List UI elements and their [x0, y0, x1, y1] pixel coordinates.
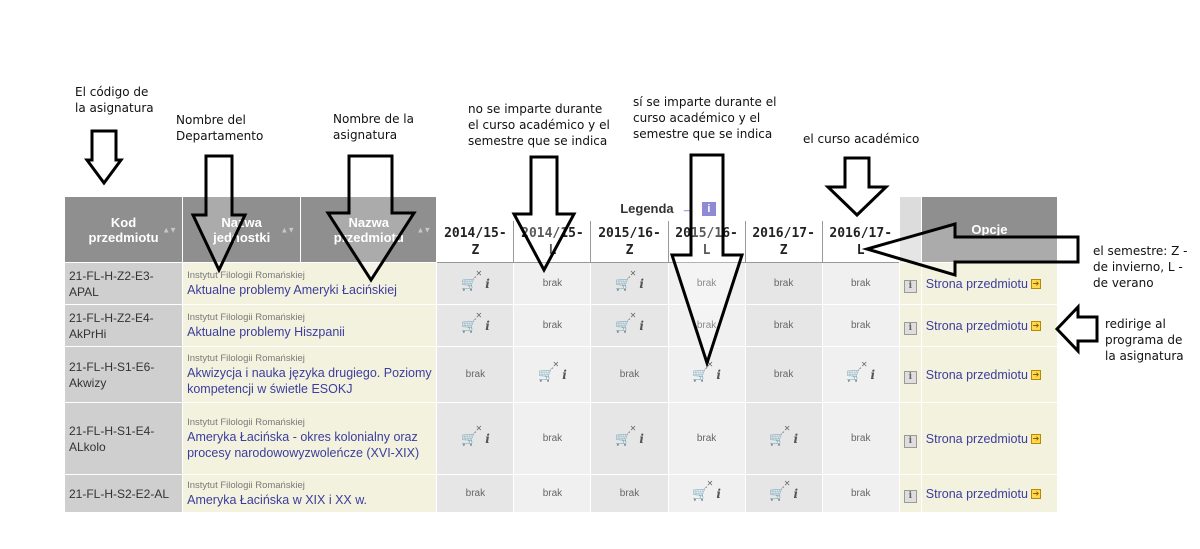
course-code: 21-FL-H-S2-E2-AL — [65, 475, 183, 513]
empty-label: brak — [773, 369, 794, 380]
table-row — [65, 347, 1058, 403]
header-name-line: Nazwa — [348, 214, 390, 230]
semester-cell — [514, 263, 591, 305]
note-line: curso académico y el — [633, 111, 761, 125]
header-code-line: przedmiotu — [88, 229, 159, 245]
empty-label: brak — [542, 433, 563, 444]
empty-label: brak — [542, 320, 563, 331]
semester-header — [591, 221, 668, 263]
note-no-imparte — [468, 101, 610, 149]
sort-icon[interactable]: ▲▼ — [416, 225, 431, 234]
course-page-link[interactable]: Strona przedmiotu — [925, 318, 1028, 333]
semester-term: L — [548, 242, 557, 258]
cart-x-icon[interactable]: 🛒 ✕ — [769, 478, 791, 501]
courses-body — [65, 263, 1058, 513]
note-line: el curso académico — [803, 132, 920, 146]
institute-name: Instytut Filologii Romańskiej — [187, 416, 305, 428]
semester-header — [514, 221, 591, 263]
semester-term: Z — [779, 242, 788, 258]
header-code-line: Kod — [110, 214, 137, 230]
empty-label: brak — [773, 278, 794, 289]
info-icon[interactable]: i — [716, 486, 721, 501]
note-line: Nombre del — [176, 113, 246, 127]
semester-cell — [514, 305, 591, 347]
empty-label: brak — [696, 278, 717, 289]
semester-cell — [822, 305, 899, 347]
course-page-link[interactable]: Strona przedmiotu — [925, 276, 1028, 291]
note-departamento — [176, 112, 263, 144]
semester-cell — [745, 403, 822, 475]
course-code: 21-FL-H-Z2-E4-AkPrHi — [65, 305, 183, 347]
arrow-left-redirige — [1057, 307, 1097, 351]
header-unit-line: Nazwa — [221, 214, 262, 230]
semester-cell — [745, 347, 822, 403]
empty-label: brak — [619, 369, 640, 380]
empty-label: brak — [465, 369, 486, 380]
semester-cell — [668, 347, 745, 403]
go-arrow-icon[interactable]: ➔ — [1032, 321, 1040, 331]
empty-label: brak — [696, 433, 717, 444]
courses-table — [64, 196, 1058, 513]
empty-label: brak — [850, 488, 871, 499]
header-options: Opcje — [921, 197, 1057, 263]
note-codigo — [75, 84, 154, 116]
semester-cell — [437, 403, 514, 475]
info-button-icon[interactable]: i — [904, 322, 917, 335]
legend-header — [437, 197, 899, 221]
note-curso — [803, 131, 919, 147]
course-code: 21-FL-H-S1-E4-ALkolo — [65, 403, 183, 475]
info-button-icon[interactable]: i — [904, 490, 917, 503]
info-icon[interactable]: i — [793, 431, 798, 446]
semester-cell — [822, 475, 899, 513]
course-name-cell — [183, 305, 437, 347]
semester-term: L — [702, 242, 711, 258]
legend-info-icon[interactable]: i — [702, 202, 716, 216]
note-line: el curso académico y el — [468, 118, 610, 132]
course-page-cell — [921, 347, 1057, 403]
legend-label: Legenda — [620, 200, 674, 216]
semester-cell — [591, 403, 668, 475]
info-icon[interactable]: i — [485, 276, 490, 291]
semester-cell — [437, 347, 514, 403]
note-nombre — [333, 111, 414, 143]
cart-x-icon[interactable]: 🛒 ✕ — [538, 359, 560, 382]
semester-year: 2016/17- — [829, 225, 893, 241]
info-icon[interactable]: i — [639, 318, 644, 333]
note-line: de verano — [1093, 276, 1154, 290]
note-line: el semestre: Z - — [1093, 244, 1188, 258]
semester-header — [745, 221, 822, 263]
info-button-icon[interactable]: i — [904, 280, 917, 293]
go-arrow-icon[interactable]: ➔ — [1032, 370, 1040, 380]
course-name-link[interactable]: Aktualne problemy Ameryki Łacińskiej — [187, 282, 397, 297]
semester-term: Z — [625, 242, 634, 258]
note-semestre — [1093, 243, 1187, 291]
semester-cell — [745, 263, 822, 305]
semester-cell — [514, 403, 591, 475]
note-line: Departamento — [176, 129, 264, 143]
table-row — [65, 305, 1058, 347]
cart-x-icon[interactable]: 🛒 ✕ — [769, 423, 791, 446]
semester-cell — [591, 347, 668, 403]
semester-cell — [591, 475, 668, 513]
semester-header — [668, 221, 745, 263]
semester-header — [437, 221, 514, 263]
semester-cell — [668, 475, 745, 513]
course-page-cell — [921, 403, 1057, 475]
empty-label: brak — [850, 278, 871, 289]
semester-cell — [745, 475, 822, 513]
course-page-link[interactable]: Strona przedmiotu — [925, 367, 1028, 382]
info-icon[interactable]: i — [639, 276, 644, 291]
course-name-link[interactable]: Ameryka Łacińska w XIX i XX w. — [187, 492, 368, 507]
note-line: la asignatura — [75, 101, 154, 115]
semester-cell — [668, 403, 745, 475]
cart-x-icon[interactable]: 🛒 ✕ — [461, 268, 483, 291]
course-name-link[interactable]: Akwizycja i nauka języka drugiego. Poziomy kompetencji w świetle ESOKJ — [187, 365, 432, 396]
info-icon[interactable]: i — [716, 367, 721, 382]
note-si-imparte — [633, 94, 776, 142]
semester-year: 2014/15- — [444, 225, 507, 241]
course-name-cell — [183, 403, 437, 475]
semester-year: 2015/16- — [598, 225, 661, 241]
institute-name: Instytut Filologii Romańskiej — [187, 311, 305, 323]
semester-cell — [745, 305, 822, 347]
course-name-cell — [183, 263, 437, 305]
info-cell — [899, 305, 921, 347]
semester-cell — [668, 305, 745, 347]
info-icon[interactable]: i — [639, 431, 644, 446]
header-name-line: przedmiotu — [333, 229, 404, 245]
semester-cell — [668, 263, 745, 305]
info-cell — [899, 347, 921, 403]
info-cell — [899, 403, 921, 475]
table-row — [65, 475, 1058, 513]
course-code: 21-FL-H-S1-E6-Akwizy — [65, 347, 183, 403]
note-line: la asignatura — [1105, 349, 1184, 363]
note-line: semestre que se indica — [633, 127, 773, 141]
semester-cell — [437, 305, 514, 347]
table-row — [65, 403, 1058, 475]
note-line: programa de — [1105, 333, 1183, 347]
semester-cell — [822, 347, 899, 403]
semester-cell — [822, 263, 899, 305]
course-name-link[interactable]: Aktualne problemy Hiszpanii — [187, 324, 345, 339]
empty-label: brak — [542, 278, 563, 289]
header-unit-line: jednostki — [213, 229, 271, 245]
course-code: 21-FL-H-Z2-E3-APAL — [65, 263, 183, 305]
note-line: Nombre de la — [333, 112, 414, 126]
empty-label: brak — [773, 320, 794, 331]
course-page-link[interactable]: Strona przedmiotu — [925, 486, 1028, 501]
empty-label: brak — [850, 433, 871, 444]
empty-label: brak — [465, 488, 486, 499]
go-arrow-icon[interactable]: ➔ — [1032, 489, 1040, 499]
note-line: sí se imparte durante el — [633, 95, 777, 109]
course-name-cell — [183, 475, 437, 513]
info-icon[interactable]: i — [485, 318, 490, 333]
semester-header — [822, 221, 899, 263]
go-arrow-icon[interactable]: ➔ — [1032, 434, 1040, 444]
header-gap — [899, 197, 921, 263]
note-line: redirige al — [1105, 317, 1166, 331]
institute-name: Instytut Filologii Romańskiej — [187, 479, 305, 491]
note-line: de invierno, L - — [1093, 260, 1183, 274]
semester-cell — [437, 475, 514, 513]
semester-cell — [591, 263, 668, 305]
course-name-link[interactable]: Ameryka Łacińska - okres kolonialny oraz procesy narodowowyzwoleńcze (XVI-XIX) — [187, 429, 420, 460]
info-cell — [899, 263, 921, 305]
semester-term: L — [856, 242, 865, 258]
cart-x-icon[interactable]: 🛒 ✕ — [615, 423, 637, 446]
course-name-cell — [183, 347, 437, 403]
semester-term: Z — [471, 242, 480, 258]
cart-x-icon[interactable]: 🛒 ✕ — [461, 423, 483, 446]
semester-cell — [591, 305, 668, 347]
header-code[interactable] — [65, 197, 183, 263]
info-button-icon[interactable]: i — [904, 435, 917, 448]
institute-name: Instytut Filologii Romańskiej — [187, 269, 305, 281]
info-icon[interactable]: i — [562, 367, 567, 382]
semester-year: 2016/17- — [752, 225, 815, 241]
semester-cell — [822, 403, 899, 475]
info-icon[interactable]: i — [793, 486, 798, 501]
sort-icon[interactable]: ▲▼ — [280, 225, 295, 234]
semester-cell — [437, 263, 514, 305]
semester-cell — [514, 347, 591, 403]
course-page-cell — [921, 263, 1057, 305]
header-name[interactable] — [301, 197, 437, 263]
semester-year: 2014/15- — [521, 225, 584, 241]
info-cell — [899, 475, 921, 513]
cart-x-icon[interactable]: 🛒 ✕ — [692, 359, 714, 382]
note-line: no se imparte durante — [468, 102, 603, 116]
note-line: semestre que se indica — [468, 134, 608, 148]
semester-cell — [514, 475, 591, 513]
note-redirige — [1105, 316, 1184, 364]
course-page-cell — [921, 305, 1057, 347]
arrow-right-icon: → — [681, 200, 695, 216]
header-unit[interactable] — [183, 197, 301, 263]
empty-label: brak — [542, 488, 563, 499]
course-page-link[interactable]: Strona przedmiotu — [925, 431, 1028, 446]
table-row — [65, 263, 1058, 305]
empty-label: brak — [850, 320, 871, 331]
institute-name: Instytut Filologii Romańskiej — [187, 352, 305, 364]
semester-year: 2015/16- — [675, 225, 738, 241]
go-arrow-icon[interactable]: ➔ — [1032, 279, 1040, 289]
cart-x-icon[interactable]: 🛒 ✕ — [615, 310, 637, 333]
sort-icon[interactable]: ▲▼ — [162, 225, 177, 234]
note-line: asignatura — [333, 128, 398, 142]
cart-x-icon[interactable]: 🛒 ✕ — [615, 268, 637, 291]
info-icon[interactable]: i — [870, 367, 876, 382]
arrow-down-codigo — [87, 131, 121, 183]
empty-label: brak — [696, 320, 717, 331]
empty-label: brak — [619, 488, 640, 499]
cart-x-icon[interactable]: 🛒 ✕ — [461, 310, 483, 333]
cart-x-icon[interactable]: 🛒 ✕ — [692, 478, 714, 501]
info-button-icon[interactable]: i — [904, 371, 917, 384]
course-page-cell — [921, 475, 1057, 513]
cart-x-icon[interactable]: 🛒 ✕ — [846, 359, 868, 382]
info-icon[interactable]: i — [485, 431, 490, 446]
note-line: El código de — [75, 85, 149, 99]
